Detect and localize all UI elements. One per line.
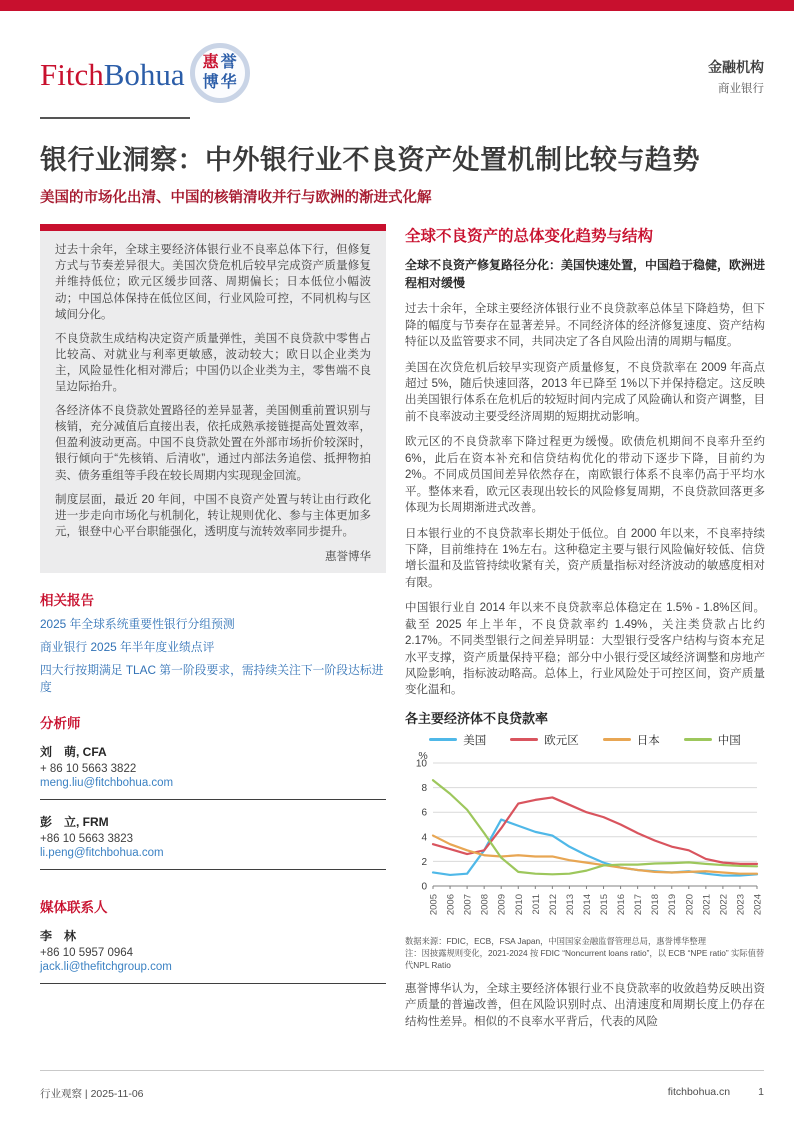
seal-char: 华: [220, 74, 237, 91]
svg-text:2021: 2021: [701, 893, 713, 916]
left-column: [40, 224, 386, 1039]
analyst-email-link[interactable]: meng.liu@fitchbohua.com: [40, 777, 174, 790]
related-reports-heading: 相关报告: [40, 592, 94, 608]
legend-item: [429, 732, 486, 748]
svg-text:8: 8: [421, 783, 427, 795]
related-reports-list: [40, 616, 386, 696]
logo-bohua-text: Bohua: [103, 57, 185, 92]
legend-item: [684, 732, 741, 748]
article-subheading: 全球不良资产修复路径分化：美国快速处置，中国趋于稳健，欧洲进程相对缓慢: [405, 258, 766, 291]
sector-label: 金融机构: [708, 59, 764, 75]
analyst-phone: +86 10 5663 3823: [40, 833, 134, 846]
svg-text:2011: 2011: [530, 893, 542, 915]
legend-label: 美国: [463, 734, 487, 747]
footer-right: [668, 1086, 764, 1101]
chart-source-note: [405, 935, 765, 971]
bohua-seal-icon: [190, 43, 250, 103]
footer-separator: |: [84, 1088, 88, 1100]
article-paragraph: 美国在次贷危机后较早实现资产质量修复，不良贷款率在 2009 年高点超过 5%，随后快速回落，2013 年已降至 1%以下并保持稳定。这反映出美国银行体系在危机后的较短时间内完成了风险确认和资产调整，目前不良率波动主要受经济周期的短期扰动影响。: [405, 361, 765, 423]
analyst-card: [40, 809, 386, 870]
fitchbohua-logo: [40, 45, 250, 103]
svg-text:2005: 2005: [428, 893, 440, 916]
seal-char: 惠: [202, 54, 219, 71]
svg-text:2008: 2008: [479, 893, 491, 916]
seal-char: 誉: [220, 54, 237, 71]
article-closing-paragraph: 惠誉博华认为，全球主要经济体银行业不良贷款率的收敛趋势反映出资产质量的普遍改善，但在风险识别时点、出清速度和周期长度上仍存在结构性差异。相似的不良率水平背后，代表的风险: [405, 982, 765, 1028]
svg-text:2: 2: [421, 856, 427, 868]
chart-note: 注：因披露规则变化，2021-2024 按 FDIC “Noncurrent loans ratio”，以 ECB “NPE ratio” 实际值替代NPL Ratio: [405, 947, 765, 970]
footer-date: 2025-11-06: [90, 1088, 144, 1100]
summary-paragraph: 各经济体不良贷款处置路径的差异显著，美国侧重前置识别与核销，充分减值后直接出表，依托成熟承接链提高处置效率，但盈利波动更高。中国不良贷款处置在外部市场折价较深时，银行倾向于“先核销、后清收”，通过内部法务追偿、抵押物拍卖、债务重组等手段在较长周期内实现现金回流。: [55, 405, 371, 482]
legend-item: [603, 732, 660, 748]
legend-label: 欧元区: [544, 734, 579, 747]
related-report-link[interactable]: 2025 年全球系统重要性银行分组预测: [40, 616, 235, 631]
media-contact-card: [40, 923, 386, 984]
svg-text:2023: 2023: [735, 893, 747, 916]
analyst-email-link[interactable]: li.peng@fitchbohua.com: [40, 847, 164, 860]
content-columns: [0, 224, 794, 1039]
page-title: 银行业洞察：中外银行业不良资产处置机制比较与趋势: [40, 145, 700, 175]
summary-paragraph: 过去十余年，全球主要经济体银行业不良率总体下行，但修复方式与节奏差异很大。美国次贷危机后较早完成资产质量修复并维持低位；欧元区缓步回落、周期偏长；日本低位小幅波动；中国总体保持在低位区间，行业风险可控，不同机构与区域间分化。: [55, 244, 371, 321]
chart-legend: [405, 732, 765, 748]
report-category: [708, 57, 764, 96]
related-report-link[interactable]: 四大行按期满足 TLAC 第一阶段要求，需持续关注下一阶段达标进度: [40, 663, 384, 695]
svg-text:2016: 2016: [616, 893, 628, 916]
legend-label: 中国: [717, 734, 741, 747]
legend-line-swatch: [603, 738, 631, 741]
article-paragraph: 过去十余年，全球主要经济体银行业不良贷款率总体呈下降趋势，但下降的幅度与节奏存在显著差异。不同经济体的经济修复速度、资产结构特征以及监管要求不同，共同决定了各自风险出清的周期与幅度。: [405, 303, 765, 349]
summary-paragraph: 制度层面，最近 20 年间，中国不良资产处置与转让由行政化进一步走向市场化与机制化，转让规则优化、参与主体更加多元，银登中心平台职能强化，透明度与流转效率同步提升。: [55, 493, 371, 538]
svg-text:2007: 2007: [462, 893, 474, 916]
media-contact-phone: +86 10 5957 0964: [40, 947, 134, 960]
article-paragraph: 中国银行业自 2014 年以来不良贷款率总体稳定在 1.5% - 1.8%区间。截至 2025 年上半年，不良贷款率约 1.49%，关注类贷款占比约 2.17%。不同类型银行之间差异明显：大型银行受客户结构与资本充足水平支撑，资产质量保持平稳；部分中小银行受区域经济调整和房地产风险影响，指标波动略高。总体上，行业风险处于可控区间，资产质量变化温和。: [405, 602, 765, 697]
svg-text:2019: 2019: [667, 893, 679, 916]
footer-page-number: 1: [758, 1086, 764, 1098]
footer-doc-type: 行业观察: [40, 1088, 82, 1100]
analyst-name: 刘 萌, CFA: [40, 745, 107, 760]
chart-source: 数据来源：FDIC，ECB，FSA Japan，中国国家金融监督管理总局，惠誉博华整理: [405, 935, 707, 946]
subsector-label: 商业银行: [718, 83, 764, 95]
media-contact-heading: 媒体联系人: [40, 900, 108, 916]
svg-text:2022: 2022: [718, 893, 730, 916]
analyst-name: 彭 立, FRM: [40, 815, 109, 830]
article-paragraph: 日本银行业的不良贷款率长期处于低位。自 2000 年以来，不良率持续下降，目前维持在 1%左右。这种稳定主要与银行风险偏好较低、信贷增长温和及监管持续收紧有关，资产质量指标对经济波动的敏感度相对有限。: [405, 527, 765, 589]
svg-text:2015: 2015: [599, 893, 611, 916]
analysts-heading: 分析师: [40, 716, 81, 732]
seal-char: 博: [202, 74, 219, 91]
svg-text:2017: 2017: [633, 893, 645, 916]
analyst-card: [40, 739, 386, 800]
svg-text:0: 0: [421, 881, 427, 893]
footer-left: [40, 1086, 144, 1101]
related-report-link[interactable]: 商业银行 2025 年半年度业绩点评: [40, 639, 215, 654]
legend-line-swatch: [684, 738, 712, 741]
svg-text:10: 10: [415, 758, 427, 770]
top-accent-bar: [0, 0, 794, 11]
svg-text:4: 4: [421, 832, 427, 844]
summary-signature: 惠誉博华: [325, 550, 371, 563]
media-contact-email-link[interactable]: jack.li@thefitchgroup.com: [40, 961, 172, 974]
footer: [40, 1070, 764, 1101]
legend-item: [510, 732, 579, 748]
svg-text:2012: 2012: [547, 893, 559, 916]
analyst-phone: + 86 10 5663 3822: [40, 763, 137, 776]
logo-fitch-text: Fitch: [40, 57, 104, 92]
svg-text:6: 6: [421, 807, 427, 819]
legend-line-swatch: [510, 738, 538, 741]
legend-line-swatch: [429, 738, 457, 741]
header-divider: [40, 117, 190, 119]
footer-site-link[interactable]: fitchbohua.cn: [667, 1086, 731, 1098]
article-column: [405, 224, 765, 1039]
article-paragraph: 欧元区的不良贷款率下降过程更为缓慢。欧债危机期间不良率升至约 6%，此后在资本补充和信贷结构优化的带动下逐步下降，目前约为 2%。不同成员国间差异依然存在，南欧银行体系不良率仍高于平均水平。整体来看，欧元区表现出较长的风险修复周期，不良贷款回落更多体现为长周期渐进式改善。: [405, 436, 765, 515]
svg-text:2014: 2014: [581, 893, 593, 916]
title-block: [0, 143, 794, 207]
summary-box: [40, 224, 386, 573]
npl-line-chart: [405, 750, 765, 928]
page-subtitle: 美国的市场化出清、中国的核销清收并行与欧洲的渐进式化解: [40, 190, 432, 207]
media-contact-name: 李 林: [40, 929, 77, 944]
article-section-heading: 全球不良资产的总体变化趋势与结构: [405, 228, 654, 246]
svg-text:2006: 2006: [445, 893, 457, 916]
svg-text:2009: 2009: [496, 893, 508, 916]
svg-text:2013: 2013: [564, 893, 576, 916]
svg-text:2018: 2018: [650, 893, 662, 916]
chart-title: 各主要经济体不良贷款率: [405, 710, 549, 726]
header: [0, 11, 794, 103]
svg-text:2024: 2024: [752, 893, 764, 916]
svg-text:2010: 2010: [513, 893, 525, 916]
logo-wordmark: [40, 59, 185, 90]
summary-paragraph: 不良贷款生成结构决定资产质量弹性，美国不良贷款中零售占比较高、对就业与利率更敏感，波动较大；欧日以企业类为主，风险显性化相对滞后；中国仍以企业类为主，零售端不良呈边际抬升。: [55, 332, 371, 394]
svg-text:2020: 2020: [684, 893, 696, 916]
npl-chart-block: [405, 708, 765, 971]
svg-text:%: %: [418, 749, 428, 762]
legend-label: 日本: [636, 734, 660, 747]
